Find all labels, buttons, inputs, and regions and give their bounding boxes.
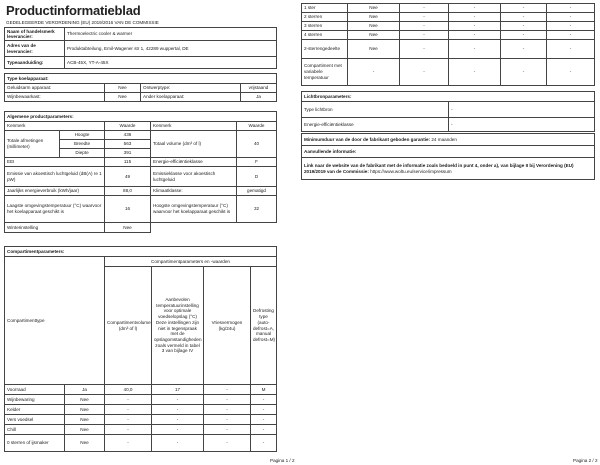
comp-defrost: - (251, 425, 277, 435)
comp-name: Vers voedsel (5, 415, 65, 425)
height-value: 436 (105, 131, 151, 140)
comp-freeze: - (204, 415, 251, 425)
comp-defrost: - (547, 31, 595, 40)
comp-present: Nee (65, 395, 105, 405)
min-temp-value: 16 (105, 196, 151, 223)
comp-name: 2-sterrengedeelte (302, 40, 348, 59)
light-source-table (301, 91, 595, 132)
wine-value: Nee (105, 93, 141, 102)
comp-present: Nee (348, 13, 400, 22)
comp-defrost-header: Defrosting type (auto-defrost=A, manual defrost=M) (251, 267, 277, 385)
eei-value: 115 (105, 158, 151, 167)
energy-label: Jaarlijks energieverbruik (kWh/jaar) (5, 187, 105, 196)
comp-volume: - (105, 415, 152, 425)
width-value: 563 (105, 140, 151, 149)
comp-name: 1 ster (302, 4, 348, 13)
warranty-value: 24 maanden (431, 136, 457, 142)
eclass-value: F (237, 158, 277, 167)
comp-defrost: - (547, 22, 595, 31)
comp-name: Compartiment met variabele temperatuur (302, 59, 348, 86)
page-number: Pagina 1 / 2 (270, 458, 295, 464)
comp-volume: - (400, 22, 449, 31)
max-temp-value: 32 (237, 196, 277, 223)
other-value: Ja (241, 93, 277, 102)
winter-label: Winterinstelling (5, 223, 105, 233)
comp-type-header: Compartimenttype (5, 257, 105, 385)
comp-volume: - (400, 40, 449, 59)
comp-temp: - (152, 425, 204, 435)
comp-temp: - (152, 395, 204, 405)
table-row (5, 395, 277, 405)
comp-present: Nee (65, 415, 105, 425)
comp-name: Chill (5, 425, 65, 435)
comp-present: Nee (65, 435, 105, 452)
comp-volume: - (105, 425, 152, 435)
comp-present: Nee (348, 31, 400, 40)
comp-defrost: - (547, 13, 595, 22)
table-row (5, 425, 277, 435)
page-title: Productinformatieblad (6, 3, 141, 18)
depth-value: 391 (105, 149, 151, 158)
comp-temp: - (449, 31, 501, 40)
comp-defrost: - (251, 395, 277, 405)
comp-freeze: - (204, 385, 251, 395)
comp-present: Nee (348, 4, 400, 13)
light-class-value: - (449, 118, 595, 132)
supplier-name-label: Naam of handelsmerk leverancier: (5, 28, 65, 41)
comp-volume: - (400, 59, 449, 86)
eclass-label: Energie-efficiëntieklasse (151, 158, 237, 167)
comp-name: 2 sterren (302, 13, 348, 22)
table-row (302, 59, 595, 86)
table-row (302, 13, 595, 22)
supplier-name-value: Thermoelectric cooler & warmer (65, 28, 277, 41)
param-col-header: Kenmerk (5, 122, 105, 131)
comp-temp: - (449, 40, 501, 59)
warranty-label: Minimumduur van de door de fabrikant geboden garantie: (304, 136, 431, 142)
noise-class-value: D (237, 167, 277, 187)
comp-name: 3 sterren (302, 22, 348, 31)
general-params-table (4, 111, 277, 233)
manufacturer-link[interactable]: https://www.woltu.eu/service/impressum (370, 168, 452, 174)
comp-name: Kelder (5, 405, 65, 415)
comp-volume: - (400, 13, 449, 22)
model-label: Typeaanduiding: (5, 57, 65, 69)
light-header: Lichtbronparameters: (302, 92, 595, 102)
compartment-header: Compartimentparameters: (5, 247, 277, 257)
comp-freeze: - (204, 435, 251, 452)
page-2 (300, 0, 600, 465)
table-row (302, 31, 595, 40)
supplier-address-label: Adres van de leverancier: (5, 41, 65, 57)
value-col-header-2: Waarde (237, 122, 277, 131)
comp-name: 0 sterren of ijsmaker (5, 435, 65, 452)
compartment-table-continued (301, 3, 595, 86)
dimensions-label: Totale afmetingen (millimeter) (5, 131, 60, 158)
noise-emission-label: Emissie van akoestisch luchtgeluid (dB(A) re 1 pW) (5, 167, 105, 187)
climate-value: gematigd (237, 187, 277, 196)
table-row (302, 22, 595, 31)
comp-defrost: - (251, 405, 277, 415)
comp-params-header: Compartimentparameters en -waarden (105, 257, 277, 267)
comp-freeze: - (204, 395, 251, 405)
climate-label: Klimaatklasse: (151, 187, 237, 196)
comp-temp: 17 (152, 385, 204, 395)
table-row (5, 405, 277, 415)
other-label: Ander koelapparaat: (141, 93, 241, 102)
noise-class-label: Emissieklasse voor akoestisch luchtgeluid (151, 167, 237, 187)
comp-defrost: - (251, 435, 277, 452)
comp-defrost: - (547, 40, 595, 59)
general-header: Algemene productparameters: (5, 112, 277, 122)
wine-label: Wijnbewaarkast: (5, 93, 105, 102)
link-text: Link naar de website van de fabrikant met de informatie zoals bedoeld in punt 4, onder a), van bijlage II bij Verordening (EU) 2019/2019 van de Commissie: (304, 162, 574, 174)
comp-temp-header: Aanbevolen temperatuurinstelling voor optimale voedselopslag (°C) Deze instellingen zijn niet in tegenspraak met de opslagomstandigheden zoals vermeld in tabel 3 van bijlage IV (152, 267, 204, 385)
comp-temp: - (449, 22, 501, 31)
supplier-table (4, 27, 277, 69)
volume-label: Totaal volume (dm³ of l) (151, 131, 237, 158)
comp-defrost: - (547, 59, 595, 86)
comp-temp: - (449, 4, 501, 13)
param-col-header-2: Kenmerk (151, 122, 237, 131)
table-row (5, 415, 277, 425)
comp-defrost: - (251, 415, 277, 425)
height-label: Hoogte (60, 131, 105, 140)
table-row (5, 435, 277, 452)
comp-volume: - (105, 435, 152, 452)
comp-defrost: M (251, 385, 277, 395)
comp-temp: - (152, 415, 204, 425)
noise-label: Geluidsarm apparaat: (5, 84, 105, 93)
design-label: Ontwerptype: (141, 84, 241, 93)
comp-temp: - (449, 59, 501, 86)
type-header: Type koelapparaat: (5, 74, 277, 84)
comp-freeze: - (501, 40, 547, 59)
comp-volume: - (400, 31, 449, 40)
comp-freeze: - (501, 59, 547, 86)
comp-defrost: - (547, 4, 595, 13)
max-temp-label: Hoogste omgevingstemperatuur (°C) waarvoor het koelapparaat geschikt is (151, 196, 237, 223)
comp-volume: - (105, 405, 152, 415)
noise-value: Nee (105, 84, 141, 93)
supplier-address-value: Produktabteilung, Emil-Wagener str 1, 42289 wuppertal, DE (65, 41, 277, 57)
comp-freeze: - (501, 13, 547, 22)
comp-temp: - (152, 435, 204, 452)
noise-emission-value: 49 (105, 167, 151, 187)
comp-present: Nee (65, 425, 105, 435)
min-temp-label: Laagste omgevingstemperatuur (°C) waarvoor het koelapparaat geschikt is (5, 196, 105, 223)
comp-present: Nee (348, 22, 400, 31)
comp-present: Nee (348, 40, 400, 59)
comp-name: Voorraad (5, 385, 65, 395)
comp-temp: - (449, 13, 501, 22)
eei-label: EEI (5, 158, 105, 167)
comp-volume-header: Compartimentvolume (dm³ of l) (105, 267, 152, 385)
table-row (5, 385, 277, 395)
page-number: Pagina 2 / 2 (573, 458, 598, 464)
table-row (302, 40, 595, 59)
table-row (302, 4, 595, 13)
comp-freeze: - (204, 405, 251, 415)
energy-value: 88,0 (105, 187, 151, 196)
value-col-header: Waarde (105, 122, 151, 131)
comp-present: Nee (65, 405, 105, 415)
comp-present: Ja (65, 385, 105, 395)
extra-header: Aanvullende informatie: (302, 146, 595, 158)
comp-name: Wijnbewaring (5, 395, 65, 405)
winter-value: Nee (105, 223, 151, 233)
design-value: vrijstaand (241, 84, 277, 93)
comp-freeze: - (204, 425, 251, 435)
comp-present: - (348, 59, 400, 86)
compartment-rows-page1 (5, 385, 277, 452)
light-type-label: Type lichtbron (302, 102, 449, 118)
comp-temp: - (152, 405, 204, 415)
comp-volume: - (105, 395, 152, 405)
volume-value: 40 (237, 131, 277, 158)
light-class-label: Energie-efficiëntieklasse (302, 118, 449, 132)
model-value: ACB-45X, YT-A-45X (65, 57, 277, 69)
comp-name: 4 sterren (302, 31, 348, 40)
depth-label: Diepte (60, 149, 105, 158)
light-type-value: - (449, 102, 595, 118)
comp-freeze: - (501, 22, 547, 31)
comp-freeze: - (501, 31, 547, 40)
appliance-type-table (4, 73, 277, 102)
page-subtitle: GEDELEGEERDE VERORDENING (EU) 2019/2016 VAN DE COMMISSIE (6, 20, 159, 25)
compartment-table (4, 246, 277, 452)
comp-freeze-header: Vriesvermogen (kg/24u) (204, 267, 251, 385)
comp-volume: 40,0 (105, 385, 152, 395)
comp-freeze: - (501, 4, 547, 13)
comp-volume: - (400, 4, 449, 13)
width-label: Breedte (60, 140, 105, 149)
warranty-table (301, 133, 595, 180)
